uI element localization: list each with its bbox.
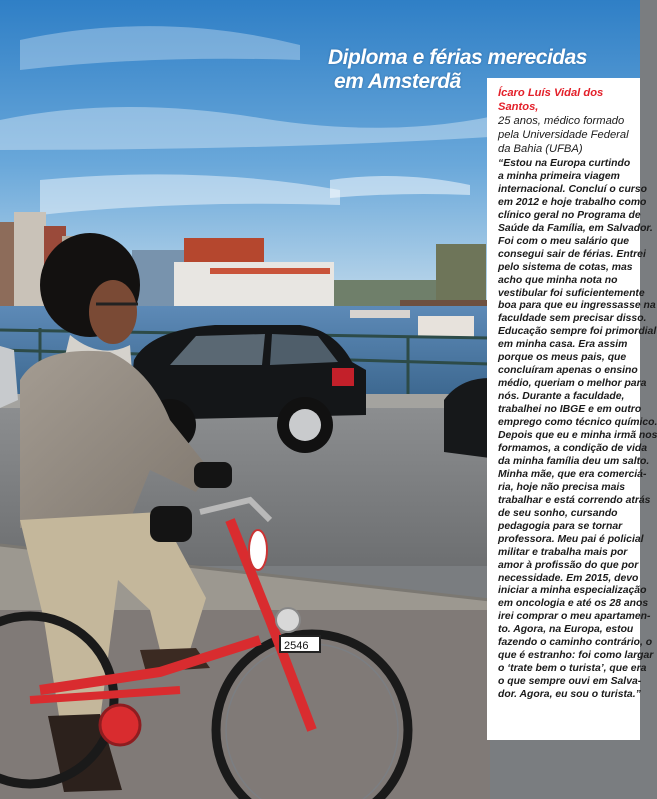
quote-line: de seu sonho, cursando — [498, 507, 618, 519]
testimonial-quote — [498, 158, 657, 702]
quote-line: porque os meus pais, que — [498, 352, 627, 364]
quote-line: consegui sair de férias. Entrei — [498, 248, 646, 260]
byline-line: da Bahia (UFBA) — [498, 143, 583, 155]
quote-line: pedagogia para se tornar — [498, 520, 623, 532]
headline-line-2: em Amsterdã — [334, 70, 461, 93]
quote-line: ria, hoje não precisa mais — [498, 481, 626, 493]
quote-line: Educação sempre foi primordial — [498, 326, 657, 338]
quote-line: clínico geral no Programa de — [498, 209, 641, 221]
quote-line: militar e trabalha mais por — [498, 546, 628, 558]
byline-line: 25 anos, médico formado — [498, 115, 625, 127]
quote-line: Foi com o meu salário que — [498, 235, 630, 247]
person-name: Ícaro Luís Vidal dos Santos, — [498, 87, 604, 113]
quote-line: em oncologia e até os 28 anos — [498, 598, 649, 610]
quote-line: em minha casa. Era assim — [498, 339, 628, 351]
quote-line: a minha primeira viagem — [498, 170, 620, 182]
quote-line: nós. Durante a faculdade, — [498, 391, 625, 403]
quote-line: iniciar a minha especialização — [498, 585, 647, 597]
headline-line-1: Diploma e férias merecidas — [328, 46, 587, 69]
quote-line: “Estou na Europa curtindo — [498, 158, 631, 169]
glove — [194, 462, 232, 488]
face — [89, 280, 137, 344]
quote-line: Depois que eu e minha irmã nos — [498, 430, 657, 442]
quote-line: emprego como técnico químico. — [498, 417, 657, 429]
quote-line: o ‘trate bem o turista’, que era — [498, 663, 647, 675]
quote-line: trabalhei no IBGE e em outro — [498, 404, 642, 416]
glove — [150, 506, 192, 542]
quote-line: boa para que eu ingressasse na — [498, 300, 656, 312]
quote-line: da minha família deu um salto. — [498, 455, 650, 467]
quote-line: necessidade. Em 2015, devo — [498, 572, 639, 584]
byline-line: pela Universidade Federal — [498, 129, 629, 141]
quote-line: médio, queriam o melhor para — [498, 378, 647, 390]
quote-line: internacional. Concluí o curso — [498, 183, 647, 195]
quote-line: Minha mãe, que era comerciá- — [498, 468, 647, 480]
quote-line: o que sempre ouvi em Salva- — [498, 676, 642, 688]
quote-line: trabalhar e está correndo atrás — [498, 494, 651, 506]
quote-line: amor à profissão do que por — [498, 559, 639, 571]
quote-line: pelo sistema de cotas, mas — [498, 261, 633, 273]
quote-line: concluíram apenas o ensino — [498, 365, 638, 377]
quote-line: faculdade sem precisar disso. — [498, 313, 647, 325]
quote-line: que é estranho: foi como largar — [498, 650, 654, 662]
quote-line: Saúde da Família, em Salvador. — [498, 222, 653, 234]
quote-line: dor. Agora, eu sou o turista.” — [498, 689, 641, 701]
svg-text:2546: 2546 — [284, 640, 309, 652]
quote-line: to. Agora, na Europa, estou — [498, 624, 634, 636]
quote-line: formamos, a condição de vida — [498, 442, 647, 454]
quote-line: fazendo o caminho contrário, o — [498, 637, 653, 649]
quote-line: vestibular foi suficientemente — [498, 287, 645, 299]
byline — [498, 86, 636, 156]
quote-line: irei comprar o meu apartamen- — [498, 611, 651, 623]
quote-line: em 2012 e hoje trabalho como — [498, 196, 647, 208]
quote-line: acho que minha nota no — [498, 274, 618, 286]
quote-line: professora. Meu pai é policial — [498, 533, 644, 545]
